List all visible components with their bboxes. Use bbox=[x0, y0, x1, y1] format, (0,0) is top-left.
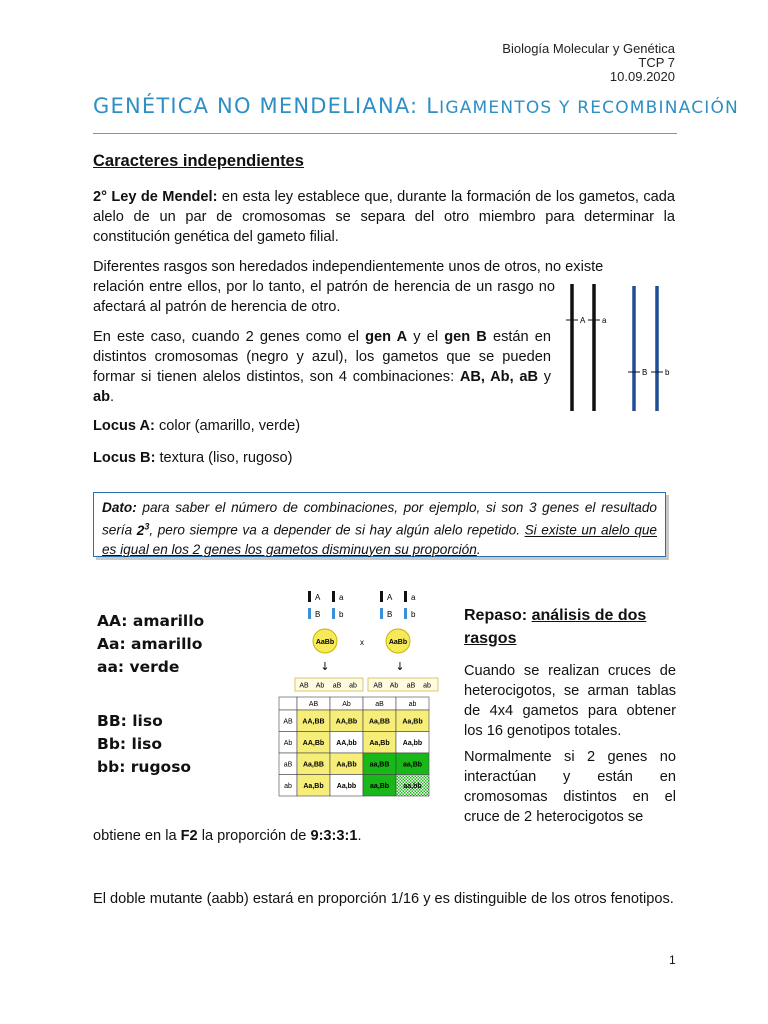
gametes-parent-2 bbox=[368, 678, 438, 691]
svg-text:a: a bbox=[339, 593, 344, 602]
allele-label-A: A bbox=[580, 316, 586, 325]
page-title: GENÉTICA NO MENDELIANA: LIGAMENTOS Y RECOMBINACIÓN bbox=[93, 94, 739, 118]
chromosome-diagram bbox=[560, 280, 680, 415]
parent-2-alleles bbox=[380, 591, 416, 619]
grid-col-header-label: AB bbox=[308, 701, 319, 708]
grid-col-header-label: Ab bbox=[342, 701, 351, 708]
grid-row-header-label: aB bbox=[283, 761, 293, 769]
repaso-paragraph-2: Normalmente si 2 genes no interactúan y están en cromosomas distintos en el cruce de 2 heterocigotos se bbox=[464, 749, 676, 825]
svg-text:a: a bbox=[411, 593, 416, 602]
repaso-heading: Repaso: análisis de dos rasgos bbox=[464, 607, 647, 647]
grid-row-header-label: AB bbox=[283, 718, 293, 726]
grid-cell-label: aa,Bb bbox=[402, 761, 423, 769]
grid-cell-label: AA,bb bbox=[336, 739, 357, 747]
grid-cell-label: Aa,Bb bbox=[336, 761, 357, 769]
grid-cell-label: Aa,Bb bbox=[369, 739, 390, 747]
header-course: Biología Molecular y Genética bbox=[502, 41, 675, 56]
grid-cell-label: Aa,bb bbox=[336, 782, 357, 790]
genotype-Bb: Bb: liso bbox=[97, 735, 163, 753]
grid-cell-label: AA,BB bbox=[302, 718, 325, 726]
color-genotypes bbox=[97, 610, 204, 679]
texture-genotypes bbox=[97, 710, 191, 779]
locus-a: Locus A: color (amarillo, verde) bbox=[93, 418, 301, 434]
gametes-parent-1 bbox=[295, 678, 363, 691]
svg-text:b: b bbox=[339, 610, 344, 619]
grid-cell-label: aa,BB bbox=[369, 761, 390, 769]
svg-text:ab: ab bbox=[423, 682, 431, 690]
grid-cell-label: Aa,BB bbox=[368, 718, 391, 726]
dato-callout: Dato: para saber el número de combinaciones, por ejemplo, si son 3 genes el resultado sería $2^3$, pero siempre va a depender de si hay algún alelo repetido. Si existe un alelo que es igual en los 2 genes los gametos disminuyen su proporción. bbox=[93, 492, 666, 557]
section-heading: Caracteres independientes bbox=[93, 152, 304, 170]
genes-paragraph: En este caso, cuando 2 genes como el gen A y el gen B están en distintos cromosomas (negro y azul), los gametos que se pueden formar si tienen alelos distintos, son 4 combinaciones: AB, Ab, aB y ab. bbox=[93, 329, 552, 405]
svg-text:AB: AB bbox=[373, 682, 383, 690]
header-code: TCP 7 bbox=[638, 55, 675, 70]
svg-text:B: B bbox=[315, 610, 321, 619]
independence-paragraph-rest: relación entre ellos, por lo tanto, el patrón de herencia de un rasgo no afectará al patrón de herencia de otro. bbox=[93, 279, 555, 315]
svg-text:AB: AB bbox=[299, 682, 309, 690]
grid-row-header-label: ab bbox=[284, 782, 292, 790]
repaso-paragraph-1: Cuando se realizan cruces de heterocigotos, se arman tablas de 4x4 gametos para obtener los 16 genotipos totales. bbox=[464, 663, 676, 739]
parent-2-label: AaBb bbox=[388, 639, 408, 646]
header-date: 10.09.2020 bbox=[609, 69, 675, 84]
allele-label-b: b bbox=[665, 368, 670, 377]
svg-text:A: A bbox=[315, 593, 321, 602]
svg-text:ab: ab bbox=[349, 682, 357, 690]
grid-cell-label: AA,Bb bbox=[335, 718, 358, 726]
genotype-Aa: Aa: amarillo bbox=[97, 635, 203, 653]
grid-row-header-label: Ab bbox=[283, 739, 293, 747]
arrow-1: ↓ bbox=[320, 660, 330, 673]
ratio-sentence: obtiene en la F2 la proporción de 9:3:3:1. bbox=[93, 828, 362, 844]
svg-text:Ab: Ab bbox=[315, 682, 325, 690]
genotype-bb: bb: rugoso bbox=[97, 758, 192, 776]
title-divider bbox=[93, 133, 677, 134]
arrow-2: ↓ bbox=[395, 660, 405, 673]
svg-text:Ab: Ab bbox=[389, 682, 399, 690]
grid-cell-label: Aa,BB bbox=[302, 761, 325, 769]
grid-cell-label: Aa,Bb bbox=[402, 718, 423, 726]
grid-cell-label: Aa,bb bbox=[402, 739, 423, 747]
genotype-BB: BB: liso bbox=[97, 712, 163, 730]
parent-1-alleles bbox=[308, 591, 344, 619]
closing-paragraph: El doble mutante (aabb) estará en proporción 1/16 y es distinguible de los otros fenotipos. bbox=[93, 891, 674, 907]
page-number: 1 bbox=[669, 953, 676, 967]
genotype-aa: aa: verde bbox=[97, 658, 180, 676]
allele-label-a: a bbox=[602, 316, 607, 325]
allele-label-B: B bbox=[642, 368, 648, 377]
grid-corner bbox=[279, 697, 297, 710]
grid-cell-label: aa,Bb bbox=[369, 782, 390, 790]
svg-text:B: B bbox=[387, 610, 393, 619]
svg-text:aB: aB bbox=[406, 682, 416, 690]
mendel-law-paragraph: 2° Ley de Mendel: en esta ley establece que, durante la formación de los gametos, cada alelo de un par de cromosomas se separa del otro miembro para determinar la constitución genética del gameto filial. bbox=[93, 189, 675, 245]
svg-text:A: A bbox=[387, 593, 393, 602]
parent-1-label: AaBb bbox=[315, 639, 335, 646]
grid-cell-label: Aa,Bb bbox=[303, 782, 324, 790]
independence-paragraph-line1: Diferentes rasgos son heredados independientemente unos de otros, no existe bbox=[93, 259, 604, 275]
grid-col-header-label: aB bbox=[375, 701, 384, 708]
genotype-AA: AA: amarillo bbox=[97, 612, 205, 630]
punnett-grid bbox=[279, 697, 429, 796]
grid-cell-label: aa,bb bbox=[403, 782, 422, 790]
cross-symbol: x bbox=[360, 638, 364, 647]
svg-text:b: b bbox=[411, 610, 416, 619]
svg-text:aB: aB bbox=[332, 682, 342, 690]
grid-col-header-label: ab bbox=[408, 701, 417, 708]
grid-cell-label: AA,Bb bbox=[302, 739, 325, 747]
punnett-square-diagram bbox=[272, 588, 462, 818]
locus-b: Locus B: textura (liso, rugoso) bbox=[93, 450, 293, 466]
